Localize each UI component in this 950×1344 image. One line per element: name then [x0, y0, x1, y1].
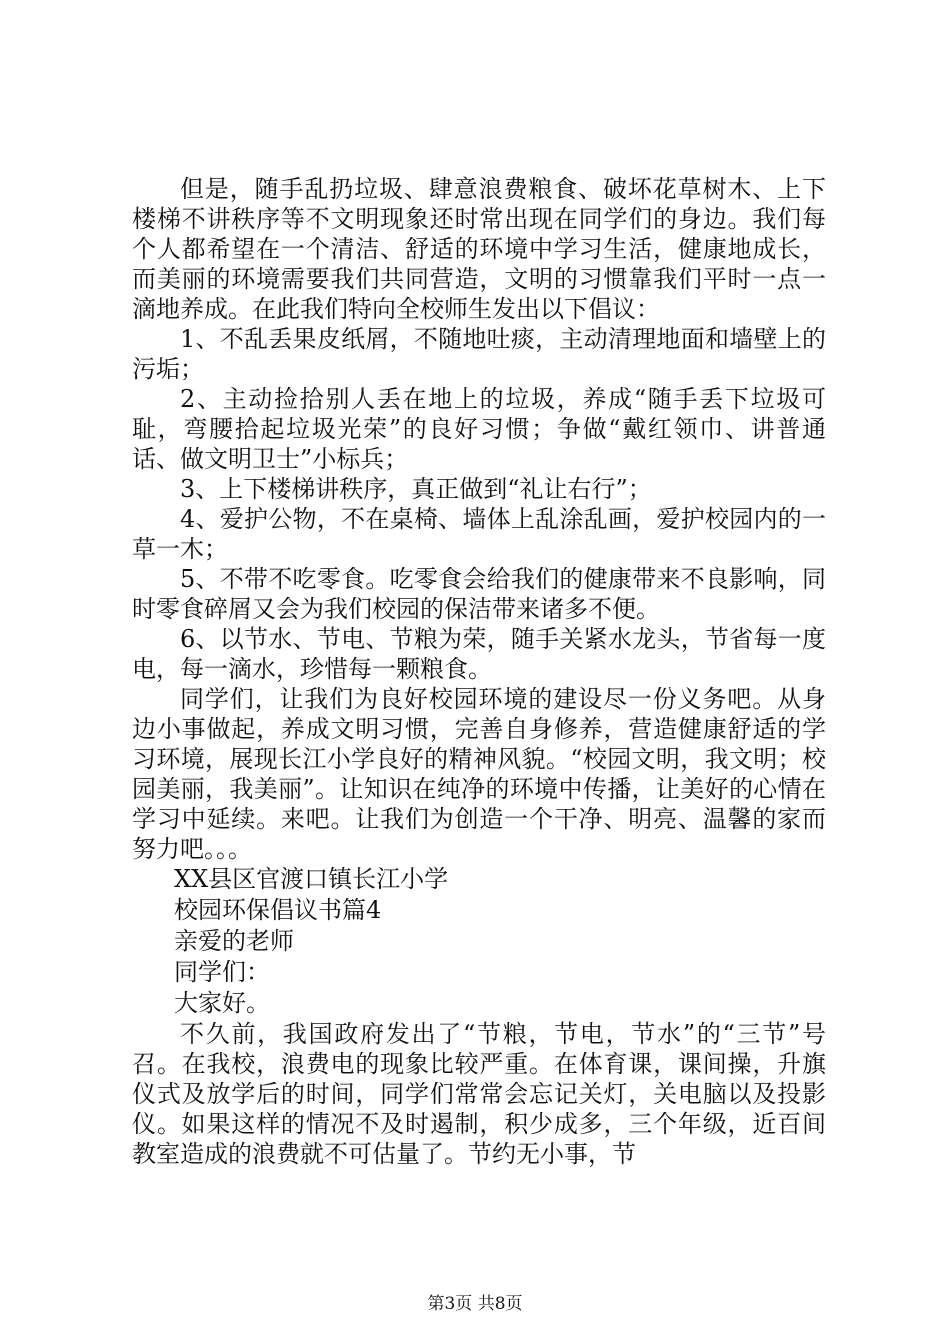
page-number: 第3页 共8页: [427, 1294, 523, 1314]
salutation-students: 同学们：: [174, 958, 270, 986]
paragraph-item-4: 4、爱护公物，不在桌椅、墙体上乱涂乱画，爱护校园内的一草一木；: [132, 505, 826, 563]
salutation-teachers: 亲爱的老师: [174, 927, 294, 955]
paragraph-three-savings: 不久前，我国政府发出了“节粮，节电，节水”的“三节”号召。在我校，浪费电的现象比较严重。在体育课，课间操，升旗仪式及放学后的时间，同学们常常会忘记关灯，关电脑以及投影仪。如果这样的情况不及时遏制，积少成多，三个年级，近百间教室造成的浪费就不可估量了。节约无小事，节: [132, 1020, 826, 1168]
section-heading: 校园环保倡议书篇4: [174, 896, 382, 924]
paragraph-closing: 同学们，让我们为良好校园环境的建设尽一份义务吧。从身边小事做起，养成文明习惯，完善自身修养，营造健康舒适的学习环境，展现长江小学良好的精神风貌。“校园文明，我文明；校园美丽，我美丽”。让知识在纯净的环境中传播，让美好的心情在学习中延续。来吧。让我们为创造一个干净、明亮、温馨的家而努力吧。。。: [132, 685, 826, 863]
greeting: 大家好。: [174, 989, 270, 1017]
paragraph-item-6: 6、以节水、节电、节粮为荣，随手关紧水龙头，节省每一度电，每一滴水，珍惜每一颗粮食。: [132, 625, 826, 683]
paragraph-item-5: 5、不带不吃零食。吃零食会给我们的健康带来不良影响，同时零食碎屑又会为我们校园的保洁带来诸多不便。: [132, 565, 826, 623]
paragraph-item-2: 2、主动捡拾别人丢在地上的垃圾，养成“随手丢下垃圾可耻，弯腰拾起垃圾光荣”的良好习惯；争做“戴红领巾、讲普通话、做文明卫士”小标兵；: [132, 385, 826, 473]
paragraph-item-3: 3、上下楼梯讲秩序，真正做到“礼让右行”；: [180, 475, 652, 503]
paragraph-item-1: 1、不乱丢果皮纸屑，不随地吐痰，主动清理地面和墙壁上的污垢；: [132, 325, 826, 383]
document-body: [132, 174, 826, 1169]
signature-school: XX县区官渡口镇长江小学: [174, 865, 449, 893]
paragraph-intro: 但是，随手乱扔垃圾、肆意浪费粮食、破坏花草树木、上下楼梯不讲秩序等不文明现象还时常出现在同学们的身边。我们每个人都希望在一个清洁、舒适的环境中学习生活，健康地成长，而美丽的环境需要我们共同营造，文明的习惯靠我们平时一点一滴地养成。在此我们特向全校师生发出以下倡议：: [132, 175, 826, 323]
